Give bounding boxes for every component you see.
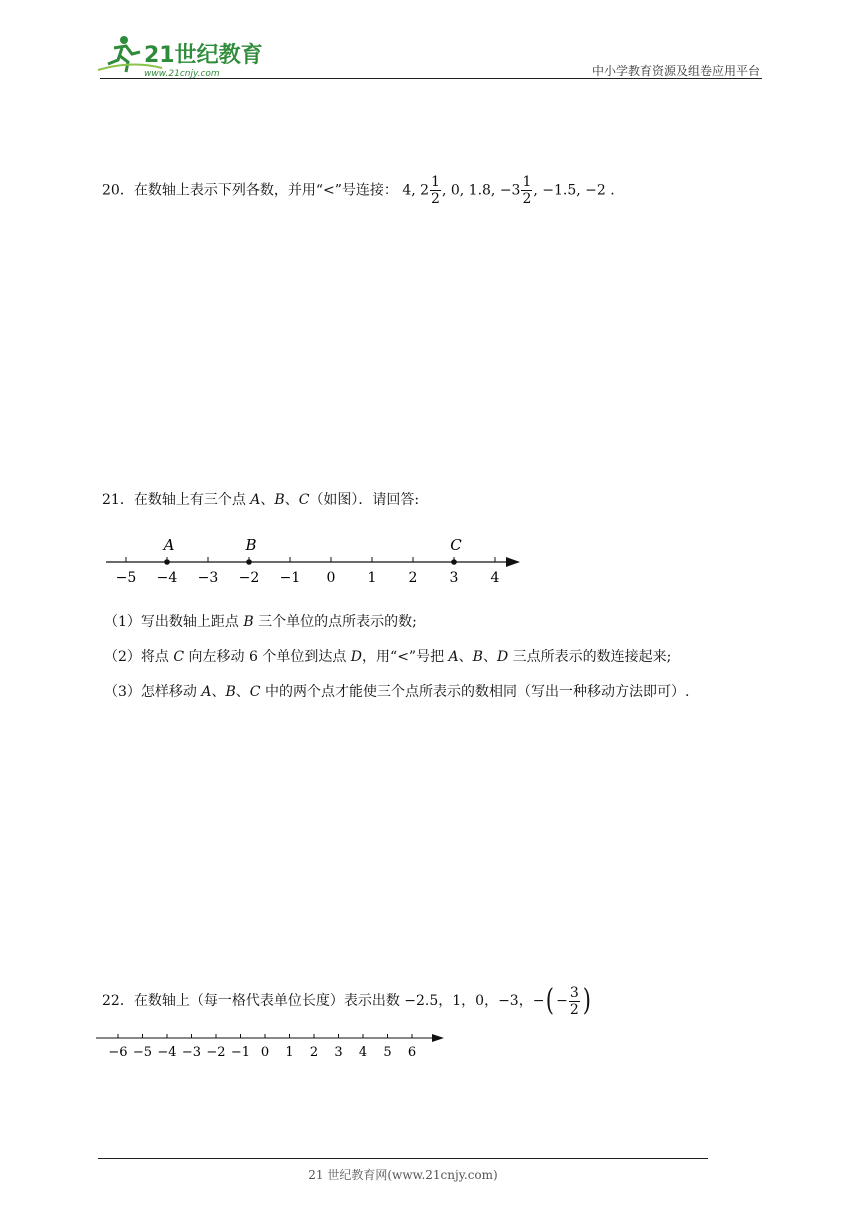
- question-22: [102, 984, 593, 1018]
- tick-label: 0: [260, 1045, 270, 1060]
- header-divider: [100, 78, 762, 79]
- tick-label: 6: [407, 1045, 417, 1060]
- q21-sub3-point: C: [249, 684, 261, 700]
- runner-logo-icon: [92, 30, 262, 80]
- point-b-dot: [246, 559, 252, 565]
- tick-label: −1: [279, 570, 301, 586]
- q20-fraction-1: [430, 174, 441, 207]
- q21-sub2-point: B: [472, 649, 483, 665]
- q21-tail: （如图）．请回答:: [309, 492, 420, 508]
- q20-frac2-num: 1: [522, 174, 532, 190]
- q21-sub2-text: （2）将点: [104, 649, 174, 665]
- tick-label: −5: [115, 570, 137, 586]
- footer-divider: [98, 1158, 708, 1159]
- q20-frac2-den: 2: [522, 191, 532, 207]
- q21-sep: 、: [284, 492, 299, 508]
- tick-label: −5: [132, 1045, 153, 1060]
- q20-part2: , 0, 1.8, −3: [441, 182, 521, 199]
- q21-sub3-text: 中的两个点才能使三个点所表示的数相同（写出一种移动方法即可）.: [260, 684, 690, 700]
- point-c-label: C: [450, 536, 462, 554]
- q22-fraction: [569, 985, 580, 1018]
- tick-label: 4: [490, 570, 500, 586]
- tick-label: −4: [156, 570, 178, 586]
- q21-sub-3: [104, 682, 689, 702]
- q21-sub-2: [104, 647, 671, 667]
- q21-sub2-point: A: [448, 649, 459, 665]
- q21-sub2-text: 、: [482, 649, 497, 665]
- q21-number-line: [106, 530, 536, 590]
- q21-sub1-text: （1）写出数轴上距点: [104, 614, 244, 630]
- point-a-label: A: [163, 536, 175, 554]
- question-21: [102, 490, 419, 510]
- tick-label: −2: [206, 1045, 226, 1060]
- question-20: [102, 174, 615, 207]
- tick-label: 4: [358, 1045, 368, 1060]
- q21-point-c: C: [298, 492, 310, 508]
- q21-sep: 、: [260, 492, 275, 508]
- tick-label: 1: [367, 570, 377, 586]
- q21-sub3-text: 、: [211, 684, 226, 700]
- tick-label: −3: [197, 570, 219, 586]
- q22-frac-sign: −: [556, 993, 568, 1009]
- q21-sub3-text: 、: [235, 684, 250, 700]
- tick-label: −2: [238, 570, 260, 586]
- axis-arrow-icon: [506, 557, 520, 567]
- q21-sub2-point: D: [350, 649, 363, 665]
- q21-sub2-text: 三点所表示的数连接起来;: [508, 649, 672, 665]
- q21-sub1-text: 三个单位的点所表示的数;: [253, 614, 417, 630]
- tick-label: 3: [334, 1045, 343, 1060]
- axis-arrow-icon: [432, 1034, 444, 1042]
- point-b-label: B: [245, 536, 257, 554]
- q22-frac-num: 3: [569, 984, 579, 1001]
- q20-frac1-den: 2: [431, 191, 440, 207]
- q21-sub2-point: D: [496, 649, 509, 665]
- q21-lead: 21．在数轴上有三个点: [102, 492, 251, 508]
- q20-frac1-num: 1: [431, 174, 440, 190]
- q20-part1: 4, 2: [402, 182, 430, 199]
- tick-label: −3: [181, 1045, 202, 1060]
- logo-title: 21世纪教育: [144, 43, 262, 68]
- tick-label: 3: [449, 570, 459, 586]
- q20-fraction-2: [521, 174, 532, 207]
- q21-sub2-point: C: [173, 649, 185, 665]
- q22-number-line: [96, 1030, 446, 1062]
- tick-label: 2: [309, 1045, 319, 1060]
- q20-lead: 20．在数轴上表示下列各数，并用“<”号连接：: [102, 182, 398, 199]
- q21-sub3-point: A: [201, 684, 212, 700]
- q22-lead: 22．在数轴上（每一格代表单位长度）表示出数 −2.5，1，0，−3，−: [102, 993, 545, 1009]
- footer-text: 21 世纪教育网(www.21cnjy.com): [308, 1168, 498, 1182]
- header-platform-text: 中小学教育资源及组卷应用平台: [591, 64, 760, 78]
- q22-left-paren: (: [546, 983, 555, 1018]
- tick-label: −4: [157, 1045, 177, 1060]
- q21-sub-1: [104, 612, 417, 632]
- tick-label: 2: [408, 570, 418, 586]
- q21-sub2-text: 向左移动 6 个单位到达点: [184, 649, 351, 665]
- q21-sub2-text: 、: [458, 649, 473, 665]
- q20-part3: , −1.5, −2 .: [533, 182, 615, 199]
- point-a-dot: [164, 559, 170, 565]
- q22-frac-den: 2: [569, 1001, 579, 1018]
- point-c-dot: [451, 559, 457, 565]
- tick-label: 1: [285, 1045, 294, 1060]
- logo-url: www.21cnjy.com: [144, 69, 220, 79]
- tick-label: 5: [383, 1045, 392, 1060]
- tick-label: −1: [230, 1045, 251, 1060]
- q21-point-a: A: [250, 492, 261, 508]
- q21-sub3-text: （3）怎样移动: [104, 684, 202, 700]
- q22-right-paren: ): [582, 983, 591, 1018]
- q21-sub1-point: B: [243, 614, 254, 630]
- q21-point-b: B: [274, 492, 285, 508]
- tick-label: −6: [108, 1045, 128, 1060]
- q21-sub2-text: ，用“<”号把: [362, 649, 449, 665]
- site-logo: [92, 30, 262, 80]
- q21-sub3-point: B: [225, 684, 236, 700]
- tick-label: 0: [326, 570, 336, 586]
